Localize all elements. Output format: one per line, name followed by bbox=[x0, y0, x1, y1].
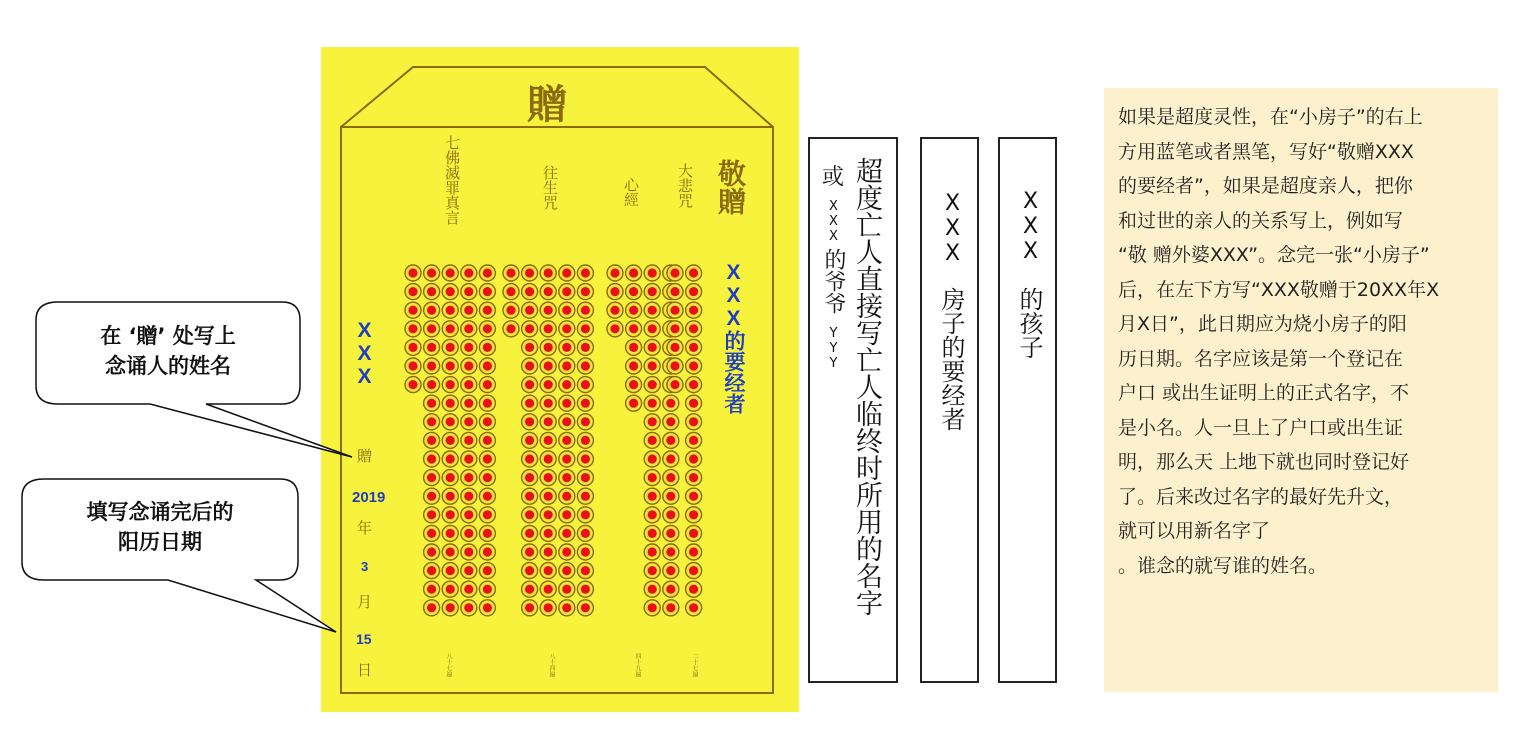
paper-frame bbox=[341, 127, 773, 693]
counting-dot bbox=[581, 380, 590, 389]
counting-dot bbox=[525, 343, 534, 352]
counting-dot bbox=[427, 585, 436, 594]
counting-dot bbox=[427, 399, 436, 408]
counting-dot bbox=[464, 268, 473, 277]
counting-dot bbox=[427, 268, 436, 277]
counting-dot bbox=[427, 492, 436, 501]
counting-dot bbox=[544, 343, 553, 352]
jing-zeng-text: 敬贈 bbox=[714, 159, 747, 215]
counting-dot bbox=[648, 287, 657, 296]
counting-dot bbox=[408, 380, 417, 389]
instruction-line: 方用蓝笔或者黑笔，写好“敬赠XXX bbox=[1118, 140, 1414, 163]
sutra-label-qifo: 七佛滅罪真言 bbox=[443, 135, 461, 225]
instruction-line: 后，在左下方写“XXX敬赠于20XX年X bbox=[1118, 278, 1440, 301]
counting-dot bbox=[666, 492, 675, 501]
counting-dot bbox=[562, 603, 571, 612]
year-value: 2019 bbox=[352, 489, 386, 506]
counting-dot bbox=[544, 436, 553, 445]
counting-dot bbox=[483, 399, 492, 408]
year-char: 年 bbox=[357, 519, 373, 537]
counting-dot bbox=[525, 492, 534, 501]
counting-dot bbox=[427, 380, 436, 389]
giver-xxx: XXX bbox=[353, 319, 376, 388]
counting-dot bbox=[629, 380, 638, 389]
counting-dot bbox=[464, 417, 473, 426]
counting-dot bbox=[562, 454, 571, 463]
counting-dot bbox=[544, 399, 553, 408]
house-owner-text: 房子的要经者 bbox=[937, 287, 965, 431]
counting-dot bbox=[427, 417, 436, 426]
counting-dot bbox=[464, 380, 473, 389]
counting-dot bbox=[544, 492, 553, 501]
month-value: 3 bbox=[361, 559, 369, 574]
counting-dot bbox=[483, 287, 492, 296]
counting-dot bbox=[483, 492, 492, 501]
counting-dot bbox=[666, 510, 675, 519]
counting-dot bbox=[581, 343, 590, 352]
instruction-line: 月X日”，此日期应为烧小房子的阳 bbox=[1118, 313, 1407, 335]
counting-dot bbox=[427, 306, 436, 315]
counting-dot bbox=[427, 603, 436, 612]
counting-dot bbox=[427, 287, 436, 296]
counting-dot bbox=[581, 306, 590, 315]
sutra-label-wangsheng: 往生咒 bbox=[541, 165, 559, 210]
counting-dot bbox=[525, 417, 534, 426]
counting-dot bbox=[562, 287, 571, 296]
counting-dot bbox=[629, 268, 638, 277]
counting-dot bbox=[581, 268, 590, 277]
instruction-line: 和过世的亲人的关系写上，例如写 bbox=[1118, 209, 1404, 232]
counting-dot bbox=[427, 529, 436, 538]
counting-dot bbox=[427, 454, 436, 463]
counting-dot bbox=[581, 436, 590, 445]
counting-dot bbox=[666, 454, 675, 463]
counting-dot bbox=[562, 529, 571, 538]
counting-dot bbox=[464, 306, 473, 315]
counting-dot bbox=[562, 585, 571, 594]
counting-dot bbox=[464, 547, 473, 556]
counting-dot bbox=[581, 566, 590, 575]
counting-dot bbox=[544, 268, 553, 277]
counting-dot bbox=[629, 306, 638, 315]
counting-dot bbox=[666, 399, 675, 408]
counting-dot bbox=[666, 417, 675, 426]
counting-dot bbox=[648, 380, 657, 389]
instruction-line: 户口 或出生证明上的正式名字，不 bbox=[1118, 382, 1410, 404]
count-dabei: 二十七遍 bbox=[691, 653, 698, 677]
counting-dot bbox=[427, 361, 436, 370]
instruction-line: 历日期。名字应该是第一个登记在 bbox=[1118, 347, 1404, 370]
counting-dot bbox=[525, 436, 534, 445]
counting-dot bbox=[689, 287, 698, 296]
callout-top-line-2: 念诵人的姓名 bbox=[105, 354, 231, 378]
counting-dot bbox=[610, 268, 619, 277]
day-char: 日 bbox=[357, 661, 373, 679]
instruction-line: 了。后来改过名字的最好先升文， bbox=[1118, 485, 1404, 508]
counting-dot bbox=[689, 417, 698, 426]
instruction-line: 。谁念的就写谁的姓名。 bbox=[1118, 554, 1328, 577]
counting-dot bbox=[525, 510, 534, 519]
counting-dot bbox=[446, 306, 455, 315]
instruction-line: 如果是超度灵性，在“小房子”的右上 bbox=[1118, 106, 1423, 128]
counting-dot bbox=[446, 492, 455, 501]
counting-dot bbox=[544, 454, 553, 463]
callout-top-line-1: 在 ‘贈’ 处写上 bbox=[100, 324, 236, 348]
instruction-line: 是小名。人一旦上了户口或出生证 bbox=[1118, 416, 1404, 439]
counting-dot bbox=[483, 529, 492, 538]
counting-dot bbox=[446, 454, 455, 463]
counting-dot bbox=[464, 454, 473, 463]
counting-dot bbox=[581, 510, 590, 519]
counting-dot bbox=[544, 566, 553, 575]
counting-dot bbox=[525, 380, 534, 389]
counting-dot bbox=[689, 361, 698, 370]
counting-dot bbox=[464, 529, 473, 538]
counting-dot bbox=[446, 399, 455, 408]
counting-dot bbox=[464, 361, 473, 370]
counting-dot bbox=[562, 473, 571, 482]
counting-dot bbox=[464, 436, 473, 445]
counting-dot bbox=[464, 492, 473, 501]
counting-dot bbox=[562, 417, 571, 426]
counting-dot bbox=[648, 473, 657, 482]
counting-dot bbox=[427, 547, 436, 556]
counting-dot bbox=[464, 510, 473, 519]
count-xinjing: 四十九遍 bbox=[634, 653, 641, 677]
counting-dot bbox=[525, 399, 534, 408]
counting-dot bbox=[525, 287, 534, 296]
counting-dot bbox=[483, 510, 492, 519]
child-xxx: XXX bbox=[1018, 189, 1043, 264]
counting-dot bbox=[629, 343, 638, 352]
counting-dot bbox=[427, 473, 436, 482]
counting-dot bbox=[446, 585, 455, 594]
counting-dot bbox=[670, 380, 679, 389]
counting-dot bbox=[666, 436, 675, 445]
counting-dot bbox=[464, 473, 473, 482]
counting-dot bbox=[670, 343, 679, 352]
counting-dot bbox=[483, 324, 492, 333]
counting-dot bbox=[581, 417, 590, 426]
counting-dot bbox=[544, 417, 553, 426]
counting-dot bbox=[689, 399, 698, 408]
counting-dot bbox=[446, 417, 455, 426]
counting-dot bbox=[562, 306, 571, 315]
counting-dot bbox=[562, 399, 571, 408]
counting-dot bbox=[446, 547, 455, 556]
counting-dot bbox=[670, 287, 679, 296]
counting-dot bbox=[666, 585, 675, 594]
left-zeng: 贈 bbox=[357, 447, 373, 465]
counting-dot bbox=[562, 361, 571, 370]
counting-dot bbox=[581, 492, 590, 501]
counting-dot bbox=[525, 361, 534, 370]
counting-dot bbox=[544, 585, 553, 594]
counting-dot bbox=[629, 287, 638, 296]
counting-dot bbox=[446, 343, 455, 352]
counting-dot bbox=[562, 492, 571, 501]
relation-grandpa: 的爷爷 bbox=[821, 248, 846, 314]
counting-dot bbox=[446, 566, 455, 575]
counting-dot bbox=[581, 547, 590, 556]
counting-dot bbox=[525, 603, 534, 612]
counting-dot bbox=[689, 380, 698, 389]
counting-dot bbox=[483, 417, 492, 426]
counting-dot bbox=[525, 473, 534, 482]
counting-dot bbox=[483, 268, 492, 277]
counting-dot bbox=[446, 436, 455, 445]
recipient-blue-text: XXX的要经者 bbox=[722, 261, 745, 414]
counting-dot bbox=[464, 399, 473, 408]
counting-dot bbox=[446, 287, 455, 296]
counting-dot bbox=[483, 306, 492, 315]
counting-dot bbox=[562, 268, 571, 277]
counting-dot bbox=[562, 380, 571, 389]
counting-dot bbox=[581, 473, 590, 482]
sutra-label-xinjing: 心經 bbox=[622, 177, 640, 207]
instruction-line: “敬 赠外婆XXX”。念完一张“小房子” bbox=[1118, 244, 1430, 266]
example-box-child bbox=[998, 137, 1057, 683]
counting-dot bbox=[562, 324, 571, 333]
counting-dot bbox=[525, 324, 534, 333]
counting-dot bbox=[648, 454, 657, 463]
counting-dot bbox=[408, 268, 417, 277]
counting-dot bbox=[648, 436, 657, 445]
counting-dot bbox=[544, 603, 553, 612]
counting-dot bbox=[581, 585, 590, 594]
counting-dot bbox=[648, 268, 657, 277]
or-char: 或 bbox=[821, 165, 844, 190]
day-value: 15 bbox=[356, 631, 372, 647]
month-char: 月 bbox=[357, 593, 373, 611]
counting-dot bbox=[648, 361, 657, 370]
counting-dot bbox=[610, 324, 619, 333]
counting-dot bbox=[648, 603, 657, 612]
counting-dot bbox=[689, 547, 698, 556]
counting-dot bbox=[446, 268, 455, 277]
deceased-instruction: 超度亡人直接写亡人临终时所用的名字 bbox=[851, 157, 882, 616]
counting-dot bbox=[562, 436, 571, 445]
counting-dot bbox=[670, 324, 679, 333]
counting-dot bbox=[483, 361, 492, 370]
counting-dot bbox=[525, 585, 534, 594]
counting-dot bbox=[427, 343, 436, 352]
house-xxx: XXX bbox=[940, 191, 965, 266]
counting-dot bbox=[544, 473, 553, 482]
dot-grid bbox=[405, 265, 702, 616]
counting-dot bbox=[581, 454, 590, 463]
counting-dot bbox=[464, 324, 473, 333]
counting-dot bbox=[689, 306, 698, 315]
callout-top-text bbox=[40, 321, 296, 381]
counting-dot bbox=[525, 454, 534, 463]
counting-dot bbox=[483, 454, 492, 463]
counting-dot bbox=[483, 566, 492, 575]
counting-dot bbox=[483, 547, 492, 556]
instruction-line: 的要经者”，如果是超度亲人，把你 bbox=[1118, 175, 1413, 197]
counting-dot bbox=[689, 324, 698, 333]
counting-dot bbox=[689, 603, 698, 612]
count-qifo: 八十七遍 bbox=[445, 653, 452, 677]
counting-dot bbox=[581, 529, 590, 538]
counting-dot bbox=[689, 268, 698, 277]
counting-dot bbox=[648, 324, 657, 333]
counting-dot bbox=[544, 547, 553, 556]
counting-dot bbox=[483, 473, 492, 482]
counting-dot bbox=[648, 547, 657, 556]
callout-bottom-line-1: 填写念诵完后的 bbox=[86, 500, 234, 524]
counting-dot bbox=[427, 566, 436, 575]
counting-dot bbox=[525, 547, 534, 556]
counting-dot bbox=[483, 343, 492, 352]
example-box-deceased bbox=[808, 137, 898, 683]
counting-dot bbox=[446, 324, 455, 333]
relation-yyy: YYY bbox=[826, 326, 841, 371]
sutra-label-dabei: 大悲咒 bbox=[676, 163, 694, 208]
child-text: 的孩子 bbox=[1015, 287, 1043, 359]
counting-dot bbox=[483, 380, 492, 389]
counting-dot bbox=[689, 343, 698, 352]
counting-dot bbox=[544, 529, 553, 538]
counting-dot bbox=[581, 361, 590, 370]
counting-dot bbox=[670, 361, 679, 370]
counting-dot bbox=[506, 306, 515, 315]
counting-dot bbox=[427, 324, 436, 333]
counting-dot bbox=[581, 324, 590, 333]
counting-dot bbox=[464, 585, 473, 594]
counting-dot bbox=[544, 287, 553, 296]
counting-dot bbox=[648, 492, 657, 501]
counting-dot bbox=[610, 306, 619, 315]
counting-dot bbox=[689, 436, 698, 445]
counting-dot bbox=[562, 547, 571, 556]
counting-dot bbox=[689, 510, 698, 519]
counting-dot bbox=[408, 306, 417, 315]
counting-dot bbox=[446, 361, 455, 370]
counting-dot bbox=[483, 585, 492, 594]
instruction-note bbox=[1104, 88, 1498, 692]
example-box-house bbox=[920, 137, 979, 683]
counting-dot bbox=[446, 529, 455, 538]
relation-xxx: XXX bbox=[826, 199, 841, 244]
counting-dot bbox=[464, 343, 473, 352]
counting-dot bbox=[506, 324, 515, 333]
counting-dot bbox=[666, 566, 675, 575]
counting-dot bbox=[670, 306, 679, 315]
counting-dot bbox=[689, 454, 698, 463]
counting-dot bbox=[446, 510, 455, 519]
counting-dot bbox=[408, 343, 417, 352]
callout-bottom-line-2: 阳历日期 bbox=[118, 530, 202, 554]
counting-dot bbox=[629, 399, 638, 408]
counting-dot bbox=[408, 324, 417, 333]
counting-dot bbox=[506, 287, 515, 296]
counting-dot bbox=[666, 473, 675, 482]
callout-bottom-text bbox=[26, 497, 294, 557]
counting-dot bbox=[581, 603, 590, 612]
counting-dot bbox=[629, 324, 638, 333]
counting-dot bbox=[648, 306, 657, 315]
counting-dot bbox=[648, 566, 657, 575]
instruction-lines bbox=[1118, 100, 1484, 583]
counting-dot bbox=[689, 492, 698, 501]
flap-character: 贈 bbox=[527, 81, 567, 128]
counting-dot bbox=[464, 603, 473, 612]
counting-dot bbox=[648, 399, 657, 408]
counting-dot bbox=[562, 510, 571, 519]
counting-dot bbox=[483, 603, 492, 612]
counting-dot bbox=[648, 417, 657, 426]
counting-dot bbox=[525, 566, 534, 575]
counting-dot bbox=[427, 510, 436, 519]
counting-dot bbox=[648, 529, 657, 538]
counting-dot bbox=[648, 510, 657, 519]
counting-dot bbox=[544, 324, 553, 333]
counting-dot bbox=[666, 529, 675, 538]
instruction-line: 就可以用新名字了 bbox=[1118, 520, 1271, 542]
counting-dot bbox=[648, 343, 657, 352]
counting-dot bbox=[427, 436, 436, 445]
counting-dot bbox=[648, 585, 657, 594]
counting-dot bbox=[525, 268, 534, 277]
counting-dot bbox=[610, 287, 619, 296]
counting-dot bbox=[689, 529, 698, 538]
counting-dot bbox=[670, 268, 679, 277]
counting-dot bbox=[629, 361, 638, 370]
counting-dot bbox=[562, 566, 571, 575]
counting-dot bbox=[562, 343, 571, 352]
counting-dot bbox=[666, 547, 675, 556]
counting-dot bbox=[544, 510, 553, 519]
counting-dot bbox=[446, 603, 455, 612]
relation-example bbox=[818, 165, 848, 375]
counting-dot bbox=[544, 361, 553, 370]
count-wangsheng: 八十四遍 bbox=[548, 653, 555, 677]
counting-dot bbox=[483, 436, 492, 445]
counting-dot bbox=[581, 287, 590, 296]
counting-dot bbox=[689, 473, 698, 482]
counting-dot bbox=[525, 306, 534, 315]
counting-dot bbox=[464, 566, 473, 575]
counting-dot bbox=[689, 585, 698, 594]
counting-dot bbox=[408, 287, 417, 296]
counting-dot bbox=[446, 473, 455, 482]
counting-dot bbox=[525, 529, 534, 538]
counting-dot bbox=[544, 306, 553, 315]
counting-dot bbox=[666, 603, 675, 612]
instruction-line: 明，那么天 上地下就也同时登记好 bbox=[1118, 451, 1410, 473]
counting-dot bbox=[506, 268, 515, 277]
counting-dot bbox=[464, 287, 473, 296]
counting-dot bbox=[689, 566, 698, 575]
counting-dot bbox=[408, 361, 417, 370]
counting-dot bbox=[581, 399, 590, 408]
counting-dot bbox=[446, 380, 455, 389]
counting-dot bbox=[544, 380, 553, 389]
